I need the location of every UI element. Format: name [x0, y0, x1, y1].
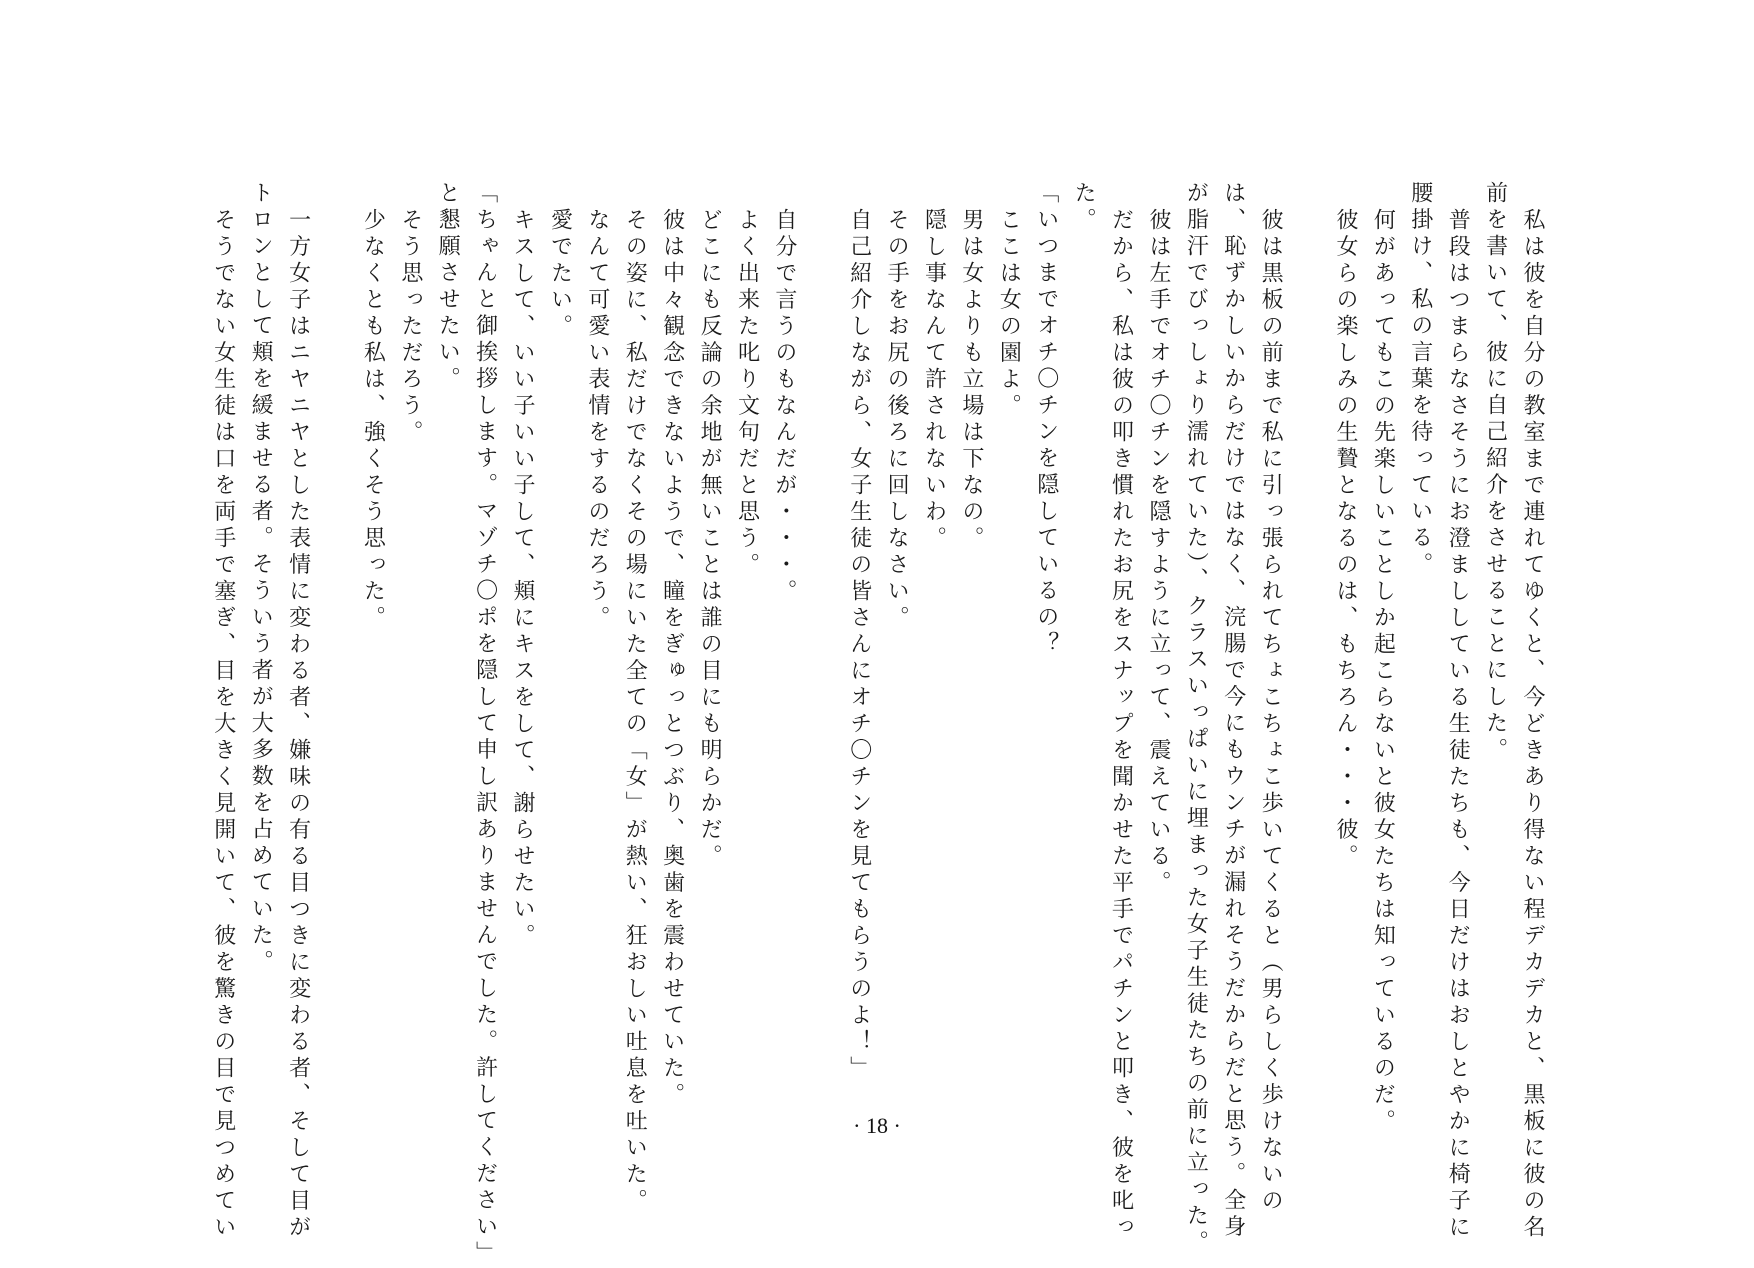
- text-line: 彼は中々観念できないようで、瞳をぎゅっとつぶり、奥歯を震わせていた。: [659, 207, 685, 1109]
- text-line: どこにも反論の余地が無いことは誰の目にも明らかだ。: [697, 207, 723, 870]
- text-line: 私は彼を自分の教室まで連れてゆくと、今どきあり得ない程デカデカと、黒板に彼の名: [1520, 207, 1545, 1241]
- text-line: が脂汗でびっしょり濡れていた）、クラスいっぱいに埋まった女子生徒たちの前に立った。: [1183, 181, 1209, 1257]
- text-line: と懇願させたい。: [435, 181, 461, 393]
- text-line: 彼女らの楽しみの生贄となるのは、もちろん・・・彼。: [1332, 207, 1358, 870]
- text-line: 何があってもこの先楽しいことしか起こらないと彼女たちは知っているのだ。: [1370, 207, 1396, 1135]
- page-number: · 18 ·: [853, 1113, 901, 1138]
- text-line: ここは女の園よ。: [996, 207, 1022, 420]
- text-line: 前を書いて、彼に自己紹介をさせることにした。: [1482, 181, 1508, 764]
- text-line: 彼は左手でオチ〇チンを隠すように立って、震えている。: [1145, 207, 1171, 897]
- text-line: そう思っただろう。: [397, 207, 423, 446]
- text-line: よく出来た叱り文句だと思う。: [734, 207, 760, 579]
- text-line: キスして、いい子いい子して、頬にキスをして、謝らせたい。: [510, 207, 536, 950]
- text-line: 男は女よりも立場は下なの。: [958, 207, 984, 552]
- text-line: 少なくとも私は、強くそう思った。: [360, 207, 386, 632]
- text-line: その姿に、私だけでなくその場にいた全ての「女」が熱い、狂おしい吐息を吐いた。: [622, 207, 648, 1215]
- text-line: 自己紹介しながら、女子生徒の皆さんにオチ〇チンを見てもらうのよ！」: [846, 207, 872, 1082]
- text-line: 彼は黒板の前まで私に引っ張られてちょこちょこ歩いてくると（男らしく歩けないの: [1258, 207, 1284, 1215]
- text-line: そうでない女生徒は口を両手で塞ぎ、目を大きく見開いて、彼を驚きの目で見つめてい: [210, 207, 236, 1241]
- text-line: 腰掛け、私の言葉を待っている。: [1407, 181, 1433, 579]
- text-line: は、恥ずかしいからだけではなく、浣腸で今にもウンチが漏れそうだからだと思う。全身: [1220, 181, 1246, 1241]
- text-line: 「ちゃんと御挨拶します。マゾチ〇ポを隠して申し訳ありませんでした。許してください」: [472, 181, 498, 1268]
- text-line: 自分で言うのもなんだが・・・。: [771, 207, 797, 605]
- text-line: だから、私は彼の叩き慣れたお尻をスナップを聞かせた平手でパチンと叩き、彼を叱っ: [1108, 207, 1134, 1241]
- text-line: 普段はつまらなさそうにお澄まししている生徒たちも、今日だけはおしとやかに椅子に: [1445, 207, 1471, 1241]
- text-line: 隠し事なんて許されないわ。: [921, 207, 947, 552]
- text-line: なんて可愛い表情をするのだろう。: [584, 207, 610, 632]
- text-line: その手をお尻の後ろに回しなさい。: [884, 207, 910, 632]
- text-line: た。: [1071, 181, 1097, 234]
- text-line: 「いつまでオチ〇チンを隠しているの？: [1033, 181, 1059, 658]
- text-line: 愛でたい。: [547, 207, 573, 340]
- text-line: 一方女子はニヤニヤとした表情に変わる者、嫌味の有る目つきに変わる者、そして目が: [285, 207, 311, 1241]
- text-line: トロンとして頬を緩ませる者。そういう者が大多数を占めていた。: [248, 181, 274, 976]
